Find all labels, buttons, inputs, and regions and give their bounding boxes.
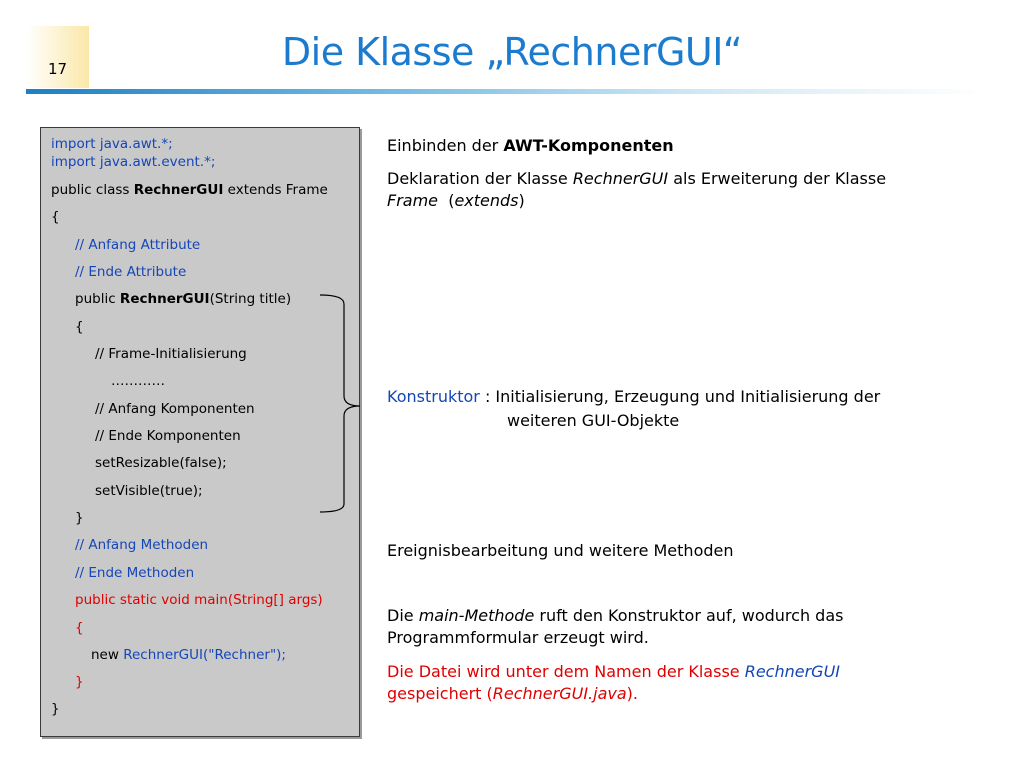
slide-title: [0, 30, 1024, 74]
note-awt-text: Einbinden der: [387, 136, 504, 155]
title-divider: [26, 89, 986, 94]
page-number: 17: [48, 60, 68, 78]
note-constructor-colon: :: [479, 387, 496, 406]
code-line-main-open: {: [75, 620, 84, 636]
code-line-ctor-open: {: [75, 319, 84, 335]
slide-title-text: Die Klasse „RechnerGUI“: [281, 30, 743, 74]
code-line-import-event: import java.awt.event.*;: [51, 154, 216, 170]
new-constructor-call: RechnerGUI("Rechner");: [123, 647, 286, 663]
code-line-constructor: [75, 291, 291, 307]
code-line-class-open: {: [51, 209, 60, 225]
ctor-keyword: public: [75, 291, 120, 307]
note-main-post: ruft den Konstruktor auf, wodurch das: [534, 606, 844, 625]
note-decl-paren-open: (: [438, 191, 455, 210]
note-constructor-line1: Initialisierung, Erzeugung und Initialisierung der: [495, 387, 881, 406]
code-line-ctor-close: }: [75, 510, 84, 526]
note-decl-text: Deklaration der Klasse: [387, 169, 573, 188]
code-line-class-close: }: [51, 701, 60, 717]
code-line-main-close: }: [75, 674, 84, 690]
note-main-line2: Programmformular erzeugt wird.: [387, 628, 649, 647]
note-main-em: main-Methode: [418, 606, 535, 625]
note-file-java: RechnerGUI.java: [492, 684, 627, 703]
note-decl-frame: Frame: [387, 191, 439, 210]
note-file-classname: RechnerGUI: [744, 662, 841, 681]
class-name: RechnerGUI: [133, 182, 224, 198]
note-decl-classname: RechnerGUI: [572, 169, 669, 188]
note-awt-components: [387, 135, 674, 157]
constructor-brace-icon: [316, 290, 376, 520]
code-listing: [40, 127, 360, 737]
code-line-ellipsis: …………: [111, 373, 165, 389]
note-constructor-line2: weiteren GUI-Objekte: [507, 411, 680, 430]
code-line-comp-start: // Anfang Komponenten: [95, 401, 255, 417]
note-decl-mid: als Erweiterung der Klasse: [668, 169, 887, 188]
note-awt-bold: AWT-Komponenten: [503, 136, 674, 155]
note-constructor: [387, 386, 880, 408]
code-line-methods-start: // Anfang Methoden: [75, 537, 209, 553]
note-file-saved: gespeichert (: [387, 684, 493, 703]
code-line-import-awt: import java.awt.*;: [51, 136, 173, 152]
code-line-set-visible: setVisible(true);: [95, 483, 203, 499]
code-line-class-declaration: [51, 182, 328, 198]
note-file-close: ).: [626, 684, 638, 703]
code-line-methods-end: // Ende Methoden: [75, 565, 195, 581]
note-main-pre: Die: [387, 606, 419, 625]
note-main-method: [387, 605, 843, 649]
note-file-name: [387, 661, 840, 705]
ctor-name: RechnerGUI: [119, 291, 210, 307]
note-event-handling: Ereignisbearbeitung und weitere Methoden: [387, 541, 734, 560]
code-line-frame-init: // Frame-Initialisierung: [95, 346, 247, 362]
code-line-attr-start: // Anfang Attribute: [75, 237, 201, 253]
class-keyword: public class: [51, 182, 134, 198]
note-constructor-label: Konstruktor: [387, 387, 480, 406]
code-line-set-resizable: setResizable(false);: [95, 455, 227, 471]
new-keyword: new: [91, 647, 124, 663]
class-extends: extends Frame: [223, 182, 328, 198]
code-line-new-instance: [91, 647, 286, 663]
note-file-pre: Die Datei wird unter dem Namen der Klasse: [387, 662, 745, 681]
note-class-declaration: [387, 168, 886, 212]
code-line-main-signature: public static void main(String[] args): [75, 592, 323, 608]
code-line-attr-end: // Ende Attribute: [75, 264, 187, 280]
note-decl-paren-close: ): [518, 191, 525, 210]
note-decl-extends: extends: [454, 191, 519, 210]
ctor-params: (String title): [209, 291, 292, 307]
code-line-comp-end: // Ende Komponenten: [95, 428, 241, 444]
